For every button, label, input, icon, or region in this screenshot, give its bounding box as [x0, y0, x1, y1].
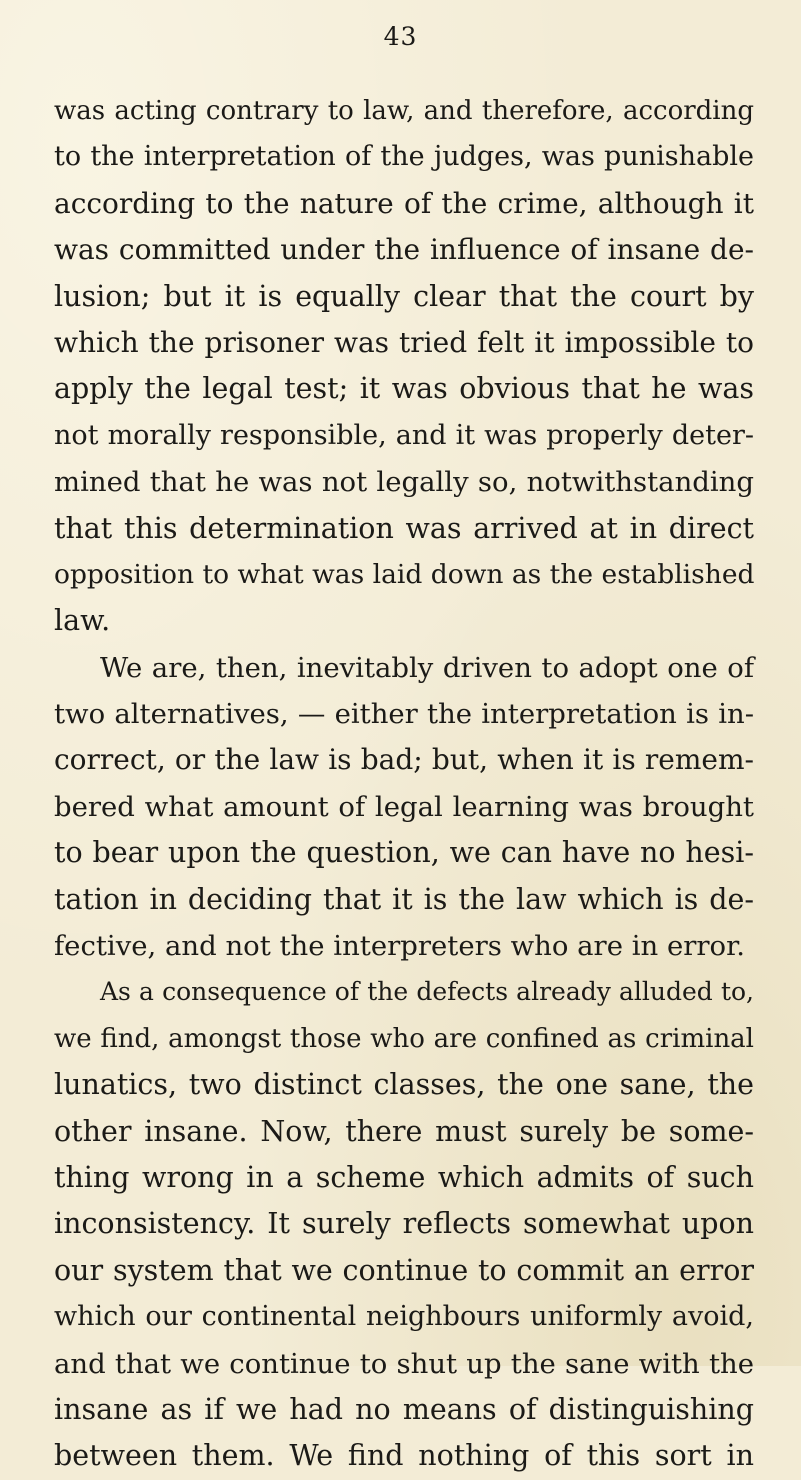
- text-line: inconsistency. It surely reflects somewhat upon: [54, 1207, 754, 1241]
- text-line: we find, amongst those who are confined as criminal: [54, 1023, 754, 1054]
- text-line: As a consequence of the defects already alluded to,: [100, 977, 754, 1007]
- text-line: tation in deciding that it is the law which is de-: [54, 882, 754, 916]
- text-line: our system that we continue to commit an error: [54, 1253, 754, 1287]
- text-line: which our continental neighbours uniformly avoid,: [54, 1301, 754, 1333]
- text-line: two alternatives, — either the interpretation is in-: [54, 698, 754, 731]
- text-line: opposition to what was laid down as the established: [54, 558, 755, 590]
- text-line: to bear upon the question, we can have no hesi-: [54, 836, 754, 870]
- text-line: and that we continue to shut up the sane with the: [54, 1347, 754, 1380]
- text-line: to the interpretation of the judges, was punishable: [54, 141, 754, 173]
- text-line: was committed under the influence of insane de-: [54, 233, 754, 267]
- text-line: other insane. Now, there must surely be some-: [54, 1114, 754, 1148]
- body-text: [54, 88, 754, 1480]
- text-line: lunatics, two distinct classes, the one sane, the: [54, 1068, 754, 1102]
- text-line: according to the nature of the crime, although it: [54, 186, 754, 220]
- text-line: apply the legal test; it was obvious that he was: [54, 372, 754, 406]
- text-line: that this determination was arrived at in direct: [54, 511, 754, 545]
- text-line: between them. We find nothing of this sort in: [54, 1439, 754, 1473]
- text-line: bered what amount of legal learning was brought: [54, 790, 754, 823]
- text-line: fective, and not the interpreters who are in error.: [54, 930, 745, 963]
- text-line: thing wrong in a scheme which admits of such: [54, 1160, 754, 1194]
- text-line: not morally responsible, and it was properly deter-: [54, 419, 754, 451]
- text-line: lusion; but it is equally clear that the court by: [54, 279, 754, 313]
- text-line: mined that he was not legally so, notwithstanding: [54, 466, 754, 499]
- text-line: which the prisoner was tried felt it impossible to: [54, 325, 754, 359]
- text-line: insane as if we had no means of distinguishing: [54, 1392, 754, 1426]
- text-line: We are, then, inevitably driven to adopt one of: [100, 651, 754, 684]
- text-line: correct, or the law is bad; but, when it is remem-: [54, 743, 754, 777]
- text-line: law.: [54, 604, 111, 638]
- text-line: was acting contrary to law, and therefore, according: [54, 96, 754, 126]
- page-number: 43: [383, 22, 418, 51]
